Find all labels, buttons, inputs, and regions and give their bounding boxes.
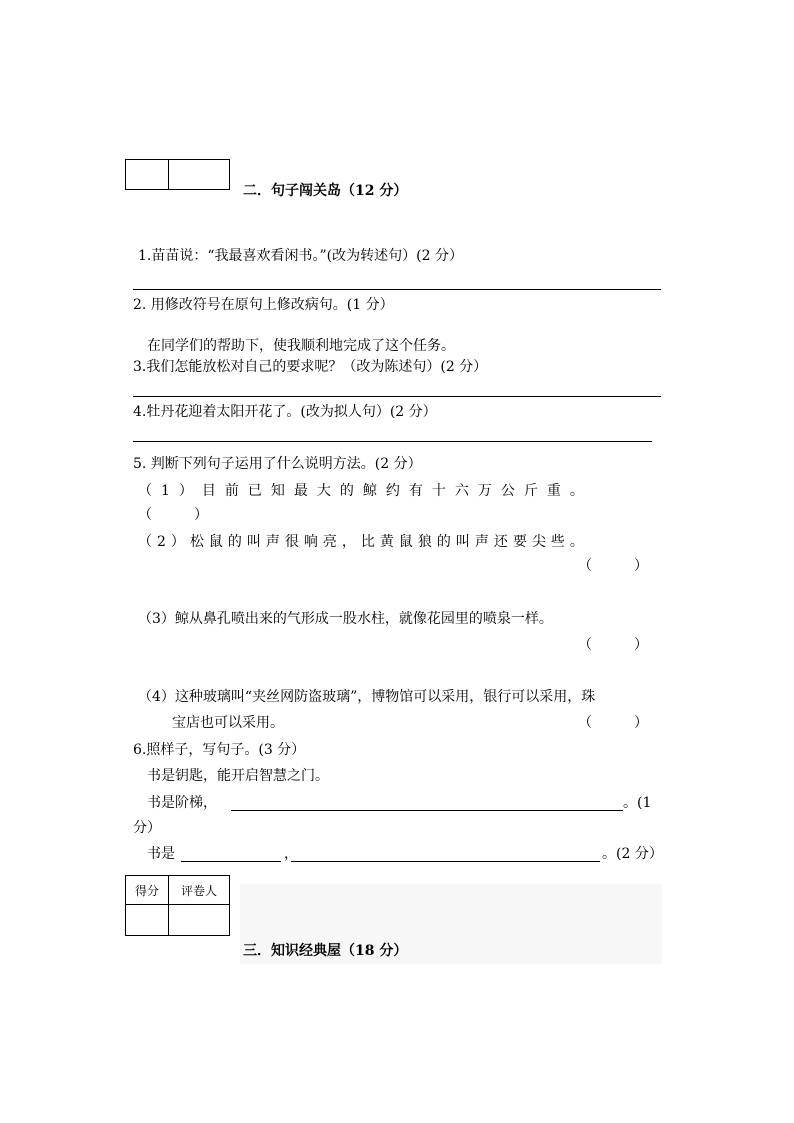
question-6-b-start: 书是 <box>147 846 175 862</box>
answer-paren-5-1: （ ） <box>138 507 208 523</box>
answer-line-q6-b1[interactable] <box>181 861 281 862</box>
question-6-example: 书是钥匙，能开启智慧之门。 <box>147 768 329 784</box>
question-5-item-4-line1: （4）这种玻璃叫“夹丝网防盗玻璃”，博物馆可以采用，银行可以采用，珠 <box>138 689 596 705</box>
grader-table <box>125 875 230 936</box>
answer-paren-5-3: （ ） <box>578 637 648 653</box>
question-5-item-4-line2: 宝店也可以采用。 <box>172 715 284 731</box>
section3-title: 三．知识经典屋（18 分） <box>243 943 408 959</box>
answer-paren-5-2: （ ） <box>578 558 648 574</box>
question-3: 3.我们怎能放松对自己的要求呢？（改为陈述句）(2 分） <box>133 359 488 375</box>
score-box-right <box>168 159 230 190</box>
section2-title: 二．句子闯关岛（12 分） <box>243 183 408 199</box>
question-2-sentence: 在同学们的帮助下，使我顺利地完成了这个任务。 <box>147 338 455 354</box>
question-6-b-end: 。(2 分） <box>602 846 663 862</box>
question-5: 5. 判断下列句子运用了什么说明方法。(2 分） <box>133 456 422 472</box>
answer-line-q4 <box>133 441 652 442</box>
grader-cell[interactable] <box>169 905 230 936</box>
question-1: 1.苗苗说：“我最喜欢看闲书。”(改为转述句）(2 分） <box>138 248 463 264</box>
score-label: 得分 <box>126 876 169 905</box>
question-5-item-3: （3）鲸从鼻孔喷出来的气形成一股水柱，就像花园里的喷泉一样。 <box>138 611 553 627</box>
score-box-left <box>125 159 169 190</box>
score-cell[interactable] <box>126 905 169 936</box>
question-5-item-1: （1）目前已知最大的鲸约有十六万公斤重。 <box>138 483 593 499</box>
answer-line-q1 <box>133 289 661 290</box>
answer-line-q6-a[interactable] <box>231 810 623 811</box>
answer-line-q3 <box>133 396 661 397</box>
question-6: 6.照样子，写句子。(3 分） <box>133 742 306 758</box>
question-6-b-mid: ， <box>284 846 298 862</box>
question-6-a-start: 书是阶梯， <box>147 795 217 811</box>
question-6-a-wrap: 分） <box>133 820 161 836</box>
question-4: 4.牡丹花迎着太阳开花了。(改为拟人句）(2 分） <box>133 404 437 420</box>
answer-line-q6-b2[interactable] <box>291 861 600 862</box>
grader-label: 评卷人 <box>169 876 230 905</box>
question-2: 2. 用修改符号在原句上修改病句。(1 分） <box>133 297 394 313</box>
question-5-item-2: （2）松鼠的叫声很响亮，比黄鼠狼的叫声还要尖些。 <box>138 534 589 550</box>
question-6-a-end: 。(1 <box>623 795 652 811</box>
answer-paren-5-4: （ ） <box>578 715 648 731</box>
